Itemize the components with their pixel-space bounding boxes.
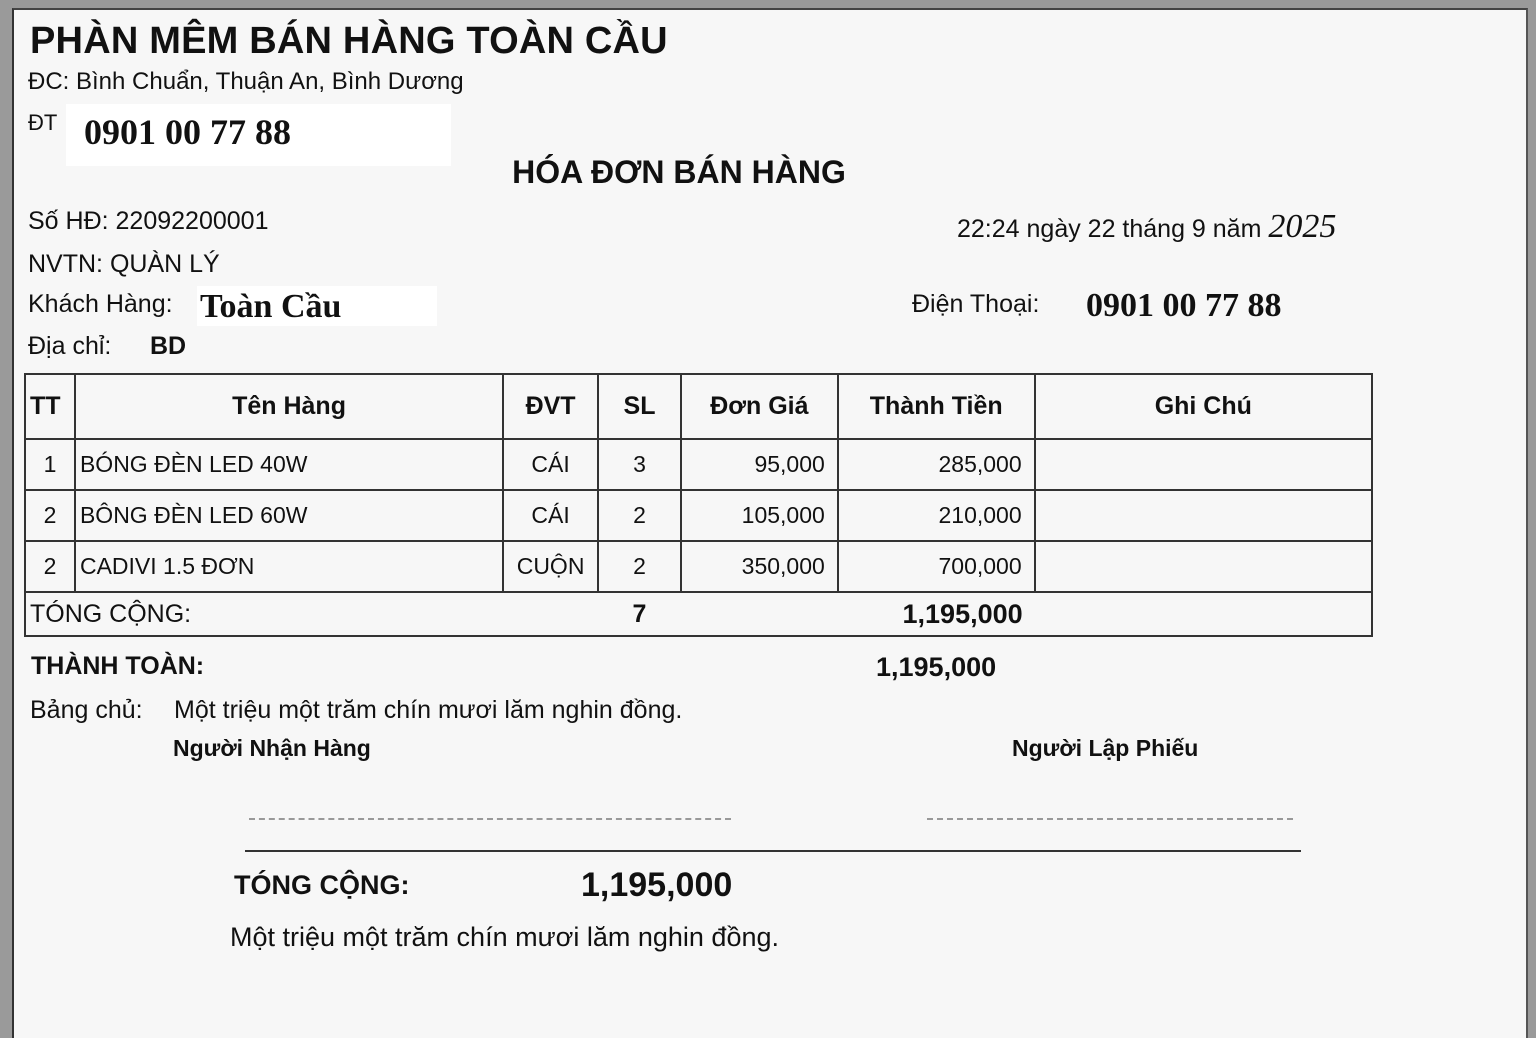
- cell-qty: 2: [598, 490, 681, 541]
- customer-label: Khách Hàng:: [28, 290, 173, 318]
- cell-qty: 2: [598, 541, 681, 592]
- creator-signature-label: Người Lập Phiếu: [1012, 735, 1199, 761]
- bottom-amount-in-words: Một triệu một trăm chín mươi lăm nghin đồng.: [230, 922, 779, 952]
- total-label: TÓNG CỘNG:: [25, 592, 598, 636]
- receiver-signature-line: [249, 818, 731, 820]
- cell-unit: CÁI: [503, 439, 598, 490]
- company-phone-value: 0901 00 77 88: [84, 112, 291, 152]
- table-row: [25, 541, 1372, 592]
- invoice-datetime: [957, 208, 1336, 246]
- total-note-spacer: [1035, 592, 1372, 636]
- cell-name: BÓNG ĐÈN LED 40W: [75, 439, 503, 490]
- cell-tt: 1: [25, 439, 75, 490]
- total-amount: 1,195,000: [838, 592, 1035, 636]
- column-header-unit: ĐVT: [503, 374, 598, 439]
- company-address: ĐC: Bình Chuẩn, Thuận An, Bình Dương: [28, 68, 464, 95]
- staff-name: NVTN: QUÀN LÝ: [28, 250, 220, 278]
- customer-name: Toàn Cầu: [200, 288, 342, 325]
- items-table: [24, 373, 1373, 637]
- amount-in-words-label: Bảng chủ:: [30, 696, 143, 724]
- invoice-year: 2025: [1268, 208, 1337, 245]
- divider-line: [245, 850, 1301, 852]
- column-header-amount: Thành Tiền: [838, 374, 1035, 439]
- cell-note: [1035, 541, 1372, 592]
- cell-qty: 3: [598, 439, 681, 490]
- cell-tt: 2: [25, 541, 75, 592]
- column-header-name: Tên Hàng: [75, 374, 503, 439]
- cell-amount: 210,000: [838, 490, 1035, 541]
- cell-name: CADIVI 1.5 ĐƠN: [75, 541, 503, 592]
- amount-in-words-value: Một triệu một trăm chín mươi lăm nghin đồng.: [174, 696, 683, 724]
- table-total-row: [25, 592, 1372, 636]
- cell-unit: CÁI: [503, 490, 598, 541]
- cell-note: [1035, 490, 1372, 541]
- creator-signature-line: [927, 818, 1293, 820]
- table-row: [25, 439, 1372, 490]
- address-label: Địa chỉ:: [28, 332, 112, 360]
- invoice-title: HÓA ĐƠN BÁN HÀNG: [512, 154, 846, 190]
- total-qty: 7: [598, 592, 681, 636]
- cell-note: [1035, 439, 1372, 490]
- invoice-page: [12, 8, 1528, 1038]
- column-header-note: Ghi Chú: [1035, 374, 1372, 439]
- bottom-total-label: TÓNG CỘNG:: [234, 870, 410, 900]
- cell-amount: 700,000: [838, 541, 1035, 592]
- table-header-row: [25, 374, 1372, 439]
- customer-phone: 0901 00 77 88: [1086, 287, 1282, 324]
- invoice-number: Số HĐ: 22092200001: [28, 207, 269, 235]
- column-header-price: Đơn Giá: [681, 374, 838, 439]
- cell-amount: 285,000: [838, 439, 1035, 490]
- cell-unit: CUỘN: [503, 541, 598, 592]
- cell-price: 350,000: [681, 541, 838, 592]
- cell-name: BÔNG ĐÈN LED 60W: [75, 490, 503, 541]
- customer-phone-label: Điện Thoại:: [912, 290, 1040, 318]
- receiver-signature-label: Người Nhận Hàng: [173, 735, 371, 761]
- column-header-tt: TT: [25, 374, 75, 439]
- cell-tt: 2: [25, 490, 75, 541]
- company-phone-label: ĐT: [28, 110, 58, 135]
- table-row: [25, 490, 1372, 541]
- column-header-qty: SL: [598, 374, 681, 439]
- invoice-datetime-text: 22:24 ngày 22 tháng 9 năm: [957, 215, 1262, 243]
- payment-label: THÀNH TOÀN:: [31, 652, 205, 680]
- cell-price: 105,000: [681, 490, 838, 541]
- cell-price: 95,000: [681, 439, 838, 490]
- total-spacer: [681, 592, 838, 636]
- address-value: BD: [150, 332, 187, 360]
- payment-value: 1,195,000: [876, 652, 997, 682]
- bottom-total-value: 1,195,000: [581, 866, 733, 904]
- company-name: PHÀN MÊM BÁN HÀNG TOÀN CẦU: [30, 20, 668, 62]
